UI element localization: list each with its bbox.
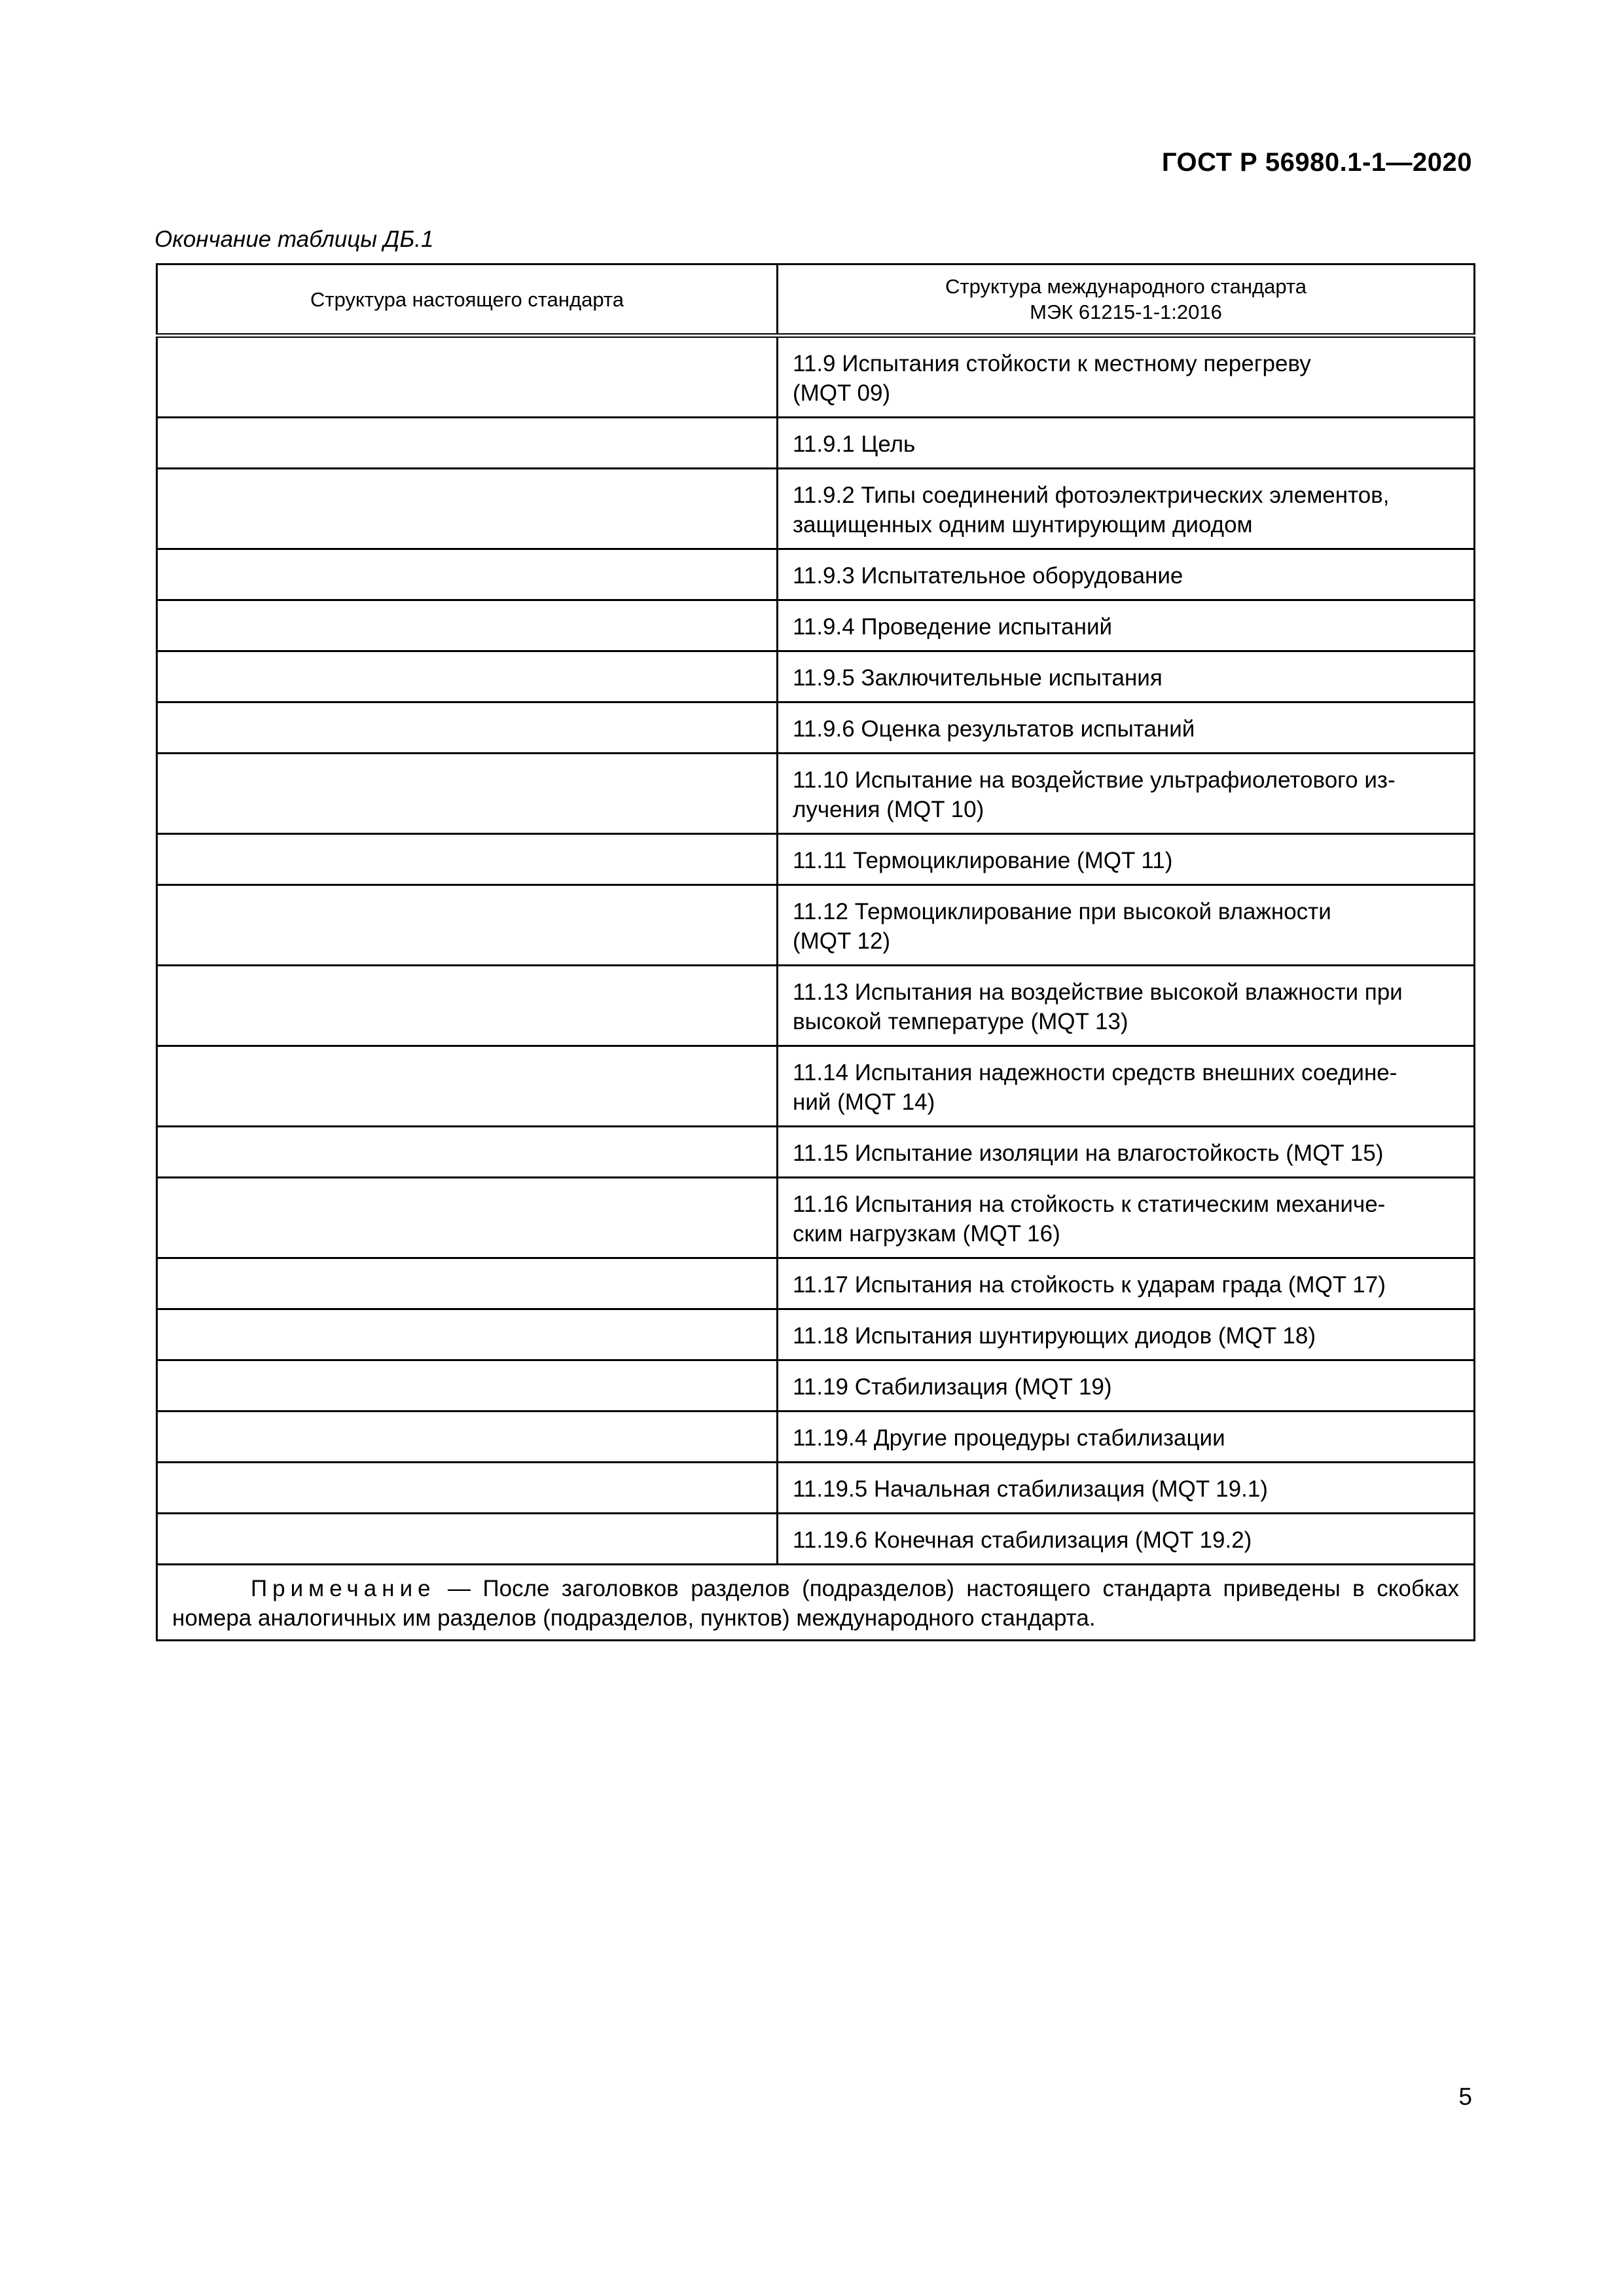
cell-national-section <box>157 1463 778 1514</box>
table-row <box>157 1412 1475 1463</box>
cell-international-section: 11.17 Испытания на стойкость к ударам града (MQT 17) <box>778 1258 1475 1309</box>
column-header-international: Структура международного стандарта МЭК 61215-1-1:2016 <box>778 264 1475 336</box>
cell-national-section <box>157 1127 778 1178</box>
table-header-row <box>157 264 1475 336</box>
cell-international-section: 11.15 Испытание изоляции на влагостойкость (MQT 15) <box>778 1127 1475 1178</box>
cell-national-section <box>157 966 778 1046</box>
table-row <box>157 651 1475 702</box>
table-note-row <box>157 1565 1475 1641</box>
column-header-national: Структура настоящего стандарта <box>157 264 778 336</box>
cell-national-section <box>157 754 778 834</box>
table-row <box>157 336 1475 418</box>
cell-national-section <box>157 702 778 754</box>
cell-international-section: 11.10 Испытание на воздействие ультрафиолетового из- лучения (MQT 10) <box>778 754 1475 834</box>
cell-national-section <box>157 1360 778 1412</box>
cell-international-section: 11.9.1 Цель <box>778 418 1475 469</box>
table-caption: Окончание таблицы ДБ.1 <box>154 227 434 252</box>
table-row <box>157 549 1475 600</box>
table-note <box>157 1565 1475 1641</box>
cell-international-section: 11.9.4 Проведение испытаний <box>778 600 1475 651</box>
table-row <box>157 834 1475 885</box>
table-row <box>157 754 1475 834</box>
cell-international-section: 11.9.6 Оценка результатов испытаний <box>778 702 1475 754</box>
table-row <box>157 1514 1475 1565</box>
cell-national-section <box>157 1309 778 1360</box>
cell-international-section: 11.9.5 Заключительные испытания <box>778 651 1475 702</box>
cell-international-section: 11.16 Испытания на стойкость к статическим механиче- ским нагрузкам (MQT 16) <box>778 1178 1475 1258</box>
cell-national-section <box>157 1412 778 1463</box>
cell-national-section <box>157 469 778 549</box>
cell-international-section: 11.9.2 Типы соединений фотоэлектрических элементов, защищенных одним шунтирующим диодом <box>778 469 1475 549</box>
cell-national-section <box>157 418 778 469</box>
table-row <box>157 1178 1475 1258</box>
cell-international-section: 11.19.6 Конечная стабилизация (MQT 19.2) <box>778 1514 1475 1565</box>
page-number: 5 <box>1458 2083 1472 2110</box>
cell-international-section: 11.13 Испытания на воздействие высокой влажности при высокой температуре (MQT 13) <box>778 966 1475 1046</box>
table-row <box>157 1258 1475 1309</box>
cell-national-section <box>157 885 778 966</box>
correspondence-table <box>156 263 1475 1641</box>
table-row <box>157 600 1475 651</box>
table-row <box>157 1360 1475 1412</box>
cell-national-section <box>157 834 778 885</box>
cell-national-section <box>157 1178 778 1258</box>
cell-international-section: 11.11 Термоциклирование (MQT 11) <box>778 834 1475 885</box>
cell-international-section: 11.19 Стабилизация (MQT 19) <box>778 1360 1475 1412</box>
table-row <box>157 702 1475 754</box>
cell-national-section <box>157 600 778 651</box>
cell-national-section <box>157 1514 778 1565</box>
table-row <box>157 469 1475 549</box>
cell-national-section <box>157 651 778 702</box>
note-label: Примечание <box>251 1576 436 1601</box>
table-row <box>157 1046 1475 1127</box>
cell-national-section <box>157 549 778 600</box>
cell-international-section: 11.12 Термоциклирование при высокой влажности (MQT 12) <box>778 885 1475 966</box>
cell-international-section: 11.14 Испытания надежности средств внешних соедине- ний (MQT 14) <box>778 1046 1475 1127</box>
table-row <box>157 1309 1475 1360</box>
cell-international-section: 11.19.4 Другие процедуры стабилизации <box>778 1412 1475 1463</box>
table-row <box>157 418 1475 469</box>
cell-international-section: 11.9 Испытания стойкости к местному перегреву (MQT 09) <box>778 336 1475 418</box>
table-body <box>157 336 1475 1641</box>
note-text: — После заголовков разделов (подразделов) настоящего стандарта приведены в скобках номера аналогичных им разделов (подразделов, пунктов) международного стандарта. <box>172 1576 1459 1631</box>
cell-national-section <box>157 336 778 418</box>
cell-international-section: 11.9.3 Испытательное оборудование <box>778 549 1475 600</box>
document-designation: ГОСТ Р 56980.1-1—2020 <box>1161 148 1472 177</box>
table-row <box>157 966 1475 1046</box>
cell-national-section <box>157 1258 778 1309</box>
table-row <box>157 1463 1475 1514</box>
table-row <box>157 1127 1475 1178</box>
cell-international-section: 11.18 Испытания шунтирующих диодов (MQT 18) <box>778 1309 1475 1360</box>
cell-international-section: 11.19.5 Начальная стабилизация (MQT 19.1) <box>778 1463 1475 1514</box>
cell-national-section <box>157 1046 778 1127</box>
table-row <box>157 885 1475 966</box>
